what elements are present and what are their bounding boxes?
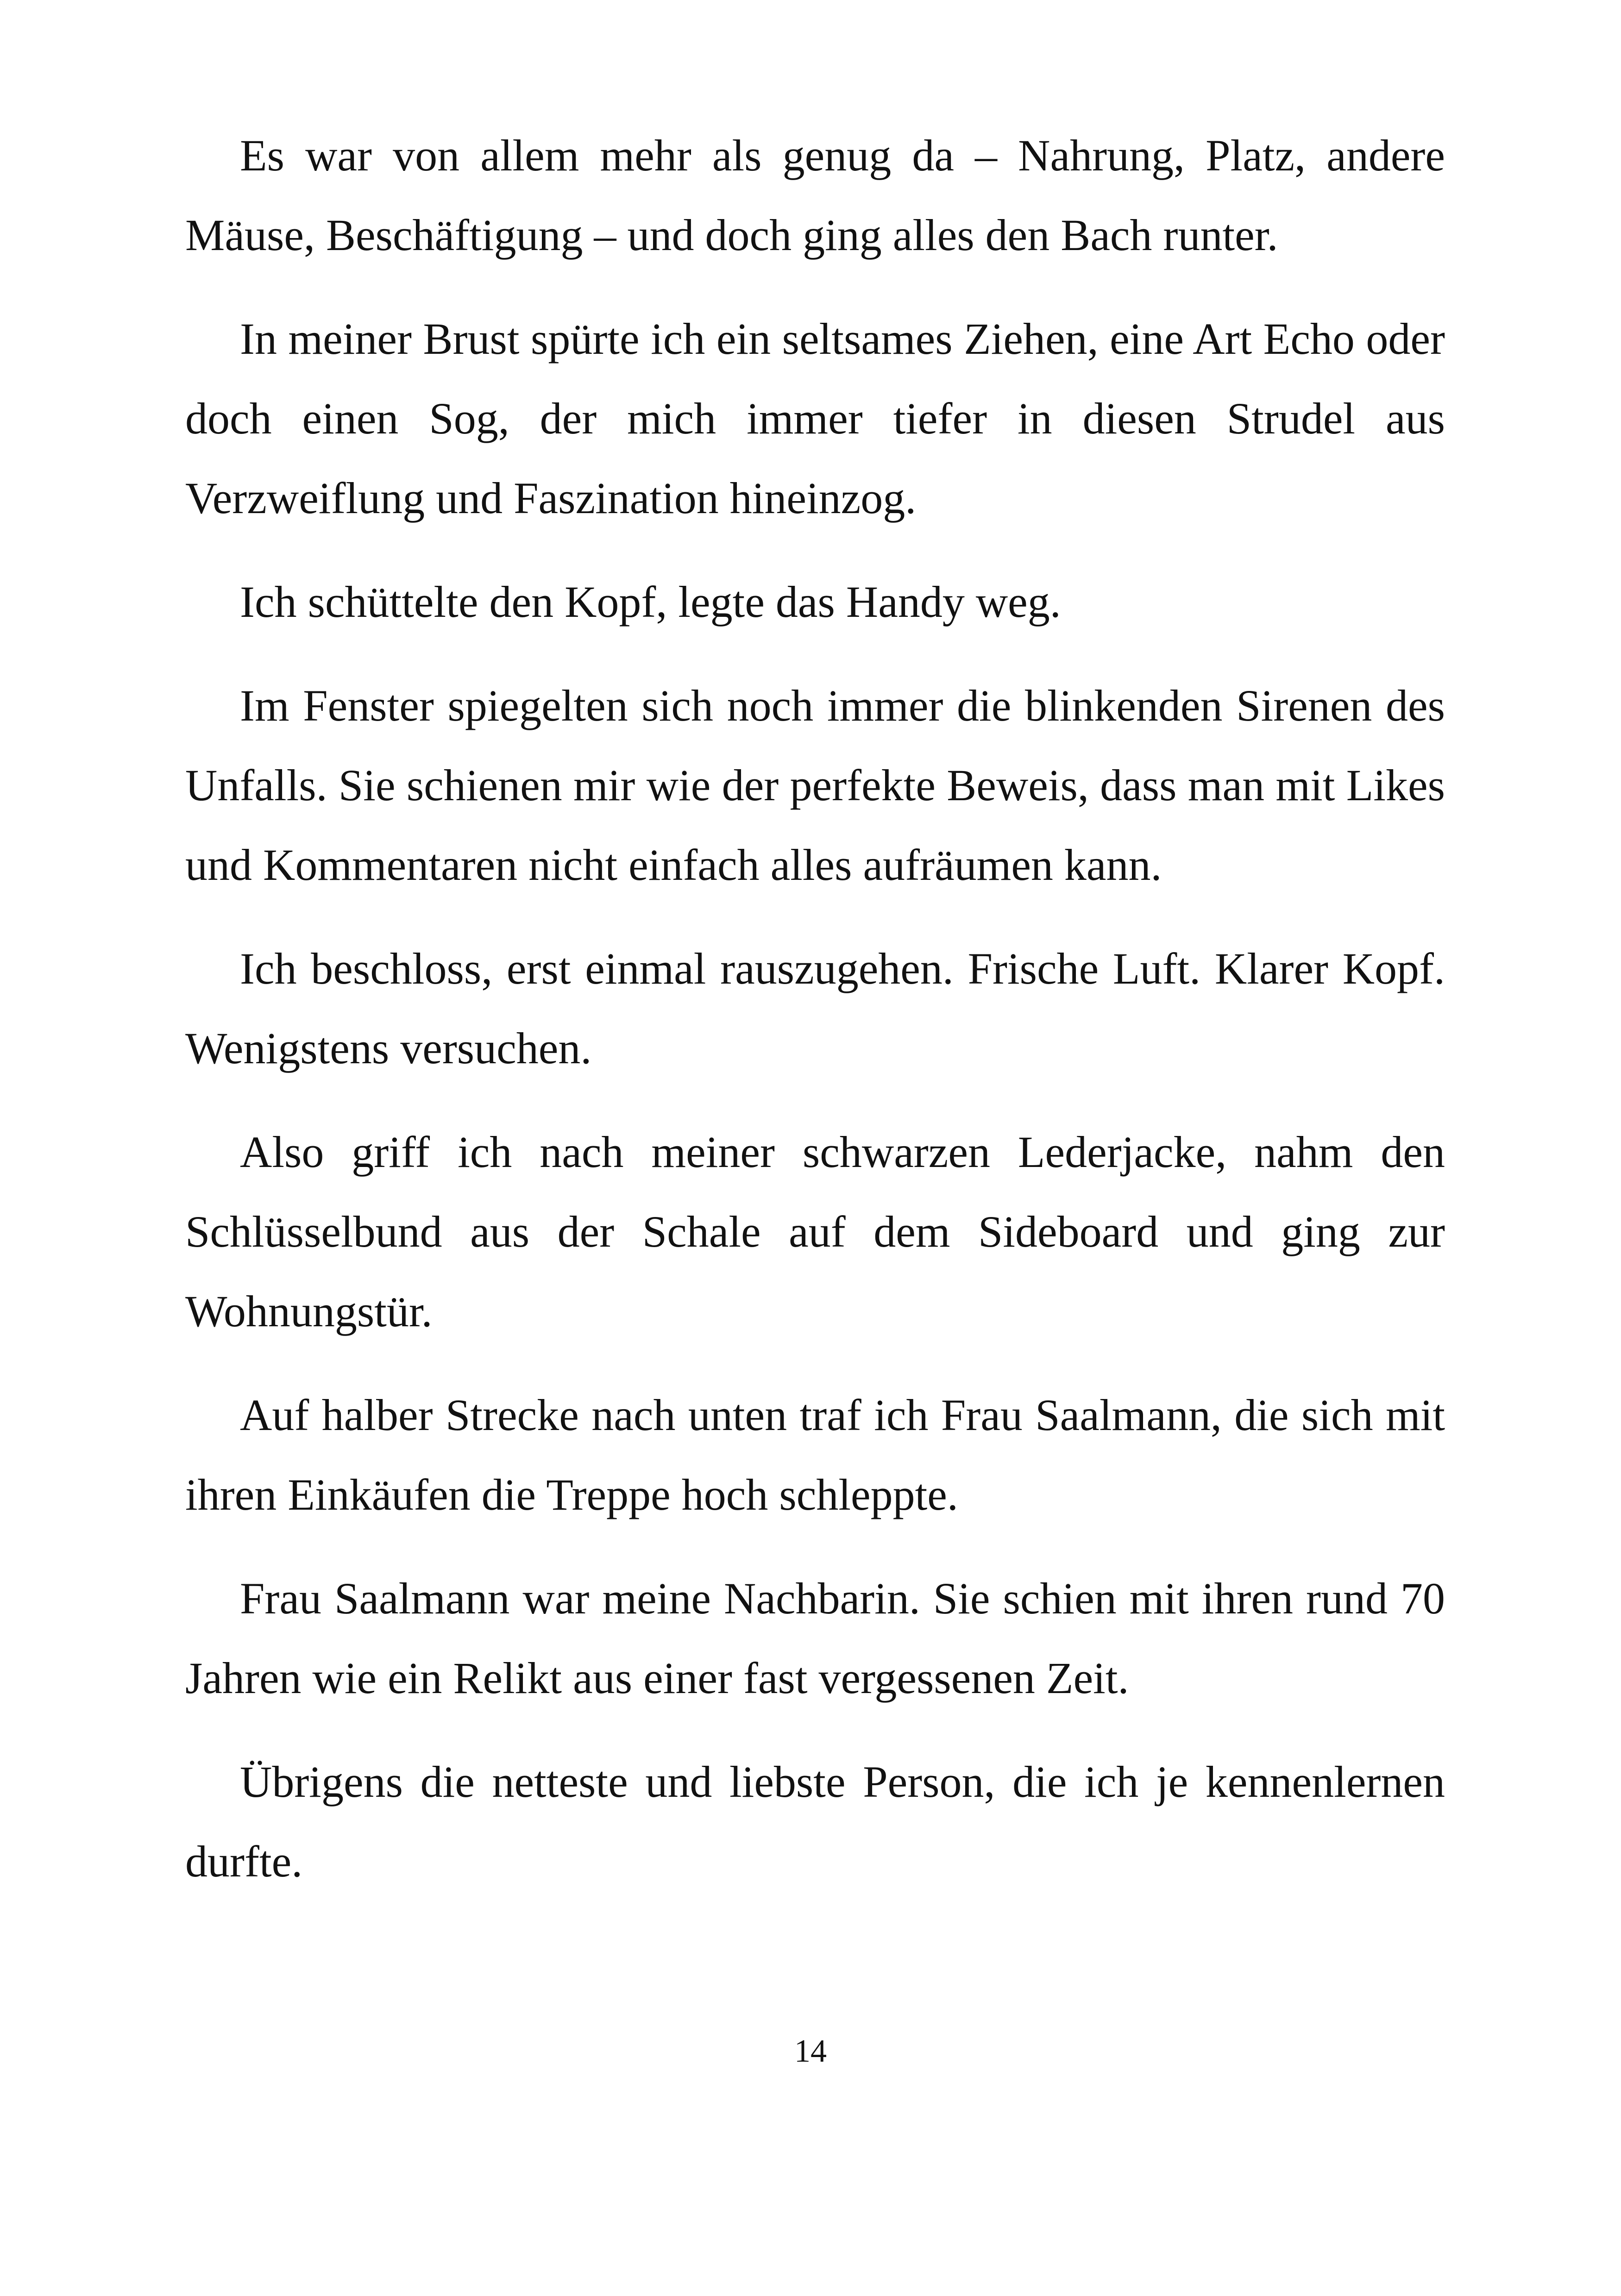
body-text <box>185 116 1445 1926</box>
paragraph: Auf halber Strecke nach unten traf ich Frau Saalmann, die sich mit ihren Einkäufen die Treppe hoch schleppte. <box>185 1390 1445 1519</box>
paragraph: In meiner Brust spürte ich ein seltsames Ziehen, eine Art Echo oder doch einen Sog, der mich immer tiefer in diesen Strudel aus Verzweiflung und Faszination hineinzog. <box>185 314 1445 523</box>
paragraph: Frau Saalmann war meine Nachbarin. Sie schien mit ihren rund 70 Jahren wie ein Relikt aus einer fast vergessenen Zeit. <box>185 1574 1445 1703</box>
paragraph: Es war von allem mehr als genug da – Nahrung, Platz, andere Mäuse, Beschäftigung – und doch ging alles den Bach runter. <box>185 131 1445 260</box>
paragraph: Übrigens die netteste und liebste Person, die ich je kennenlernen durfte. <box>185 1757 1445 1886</box>
paragraph: Ich schüttelte den Kopf, legte das Handy weg. <box>240 577 1061 627</box>
page-number: 14 <box>794 2033 827 2069</box>
paragraph: Im Fenster spiegelten sich noch immer die blinkenden Sirenen des Unfalls. Sie schienen mir wie der perfekte Beweis, dass man mit Likes und Kommentaren nicht einfach alles aufräumen kann. <box>185 681 1445 890</box>
paragraph: Also griff ich nach meiner schwarzen Lederjacke, nahm den Schlüsselbund aus der Schale auf dem Sideboard und ging zur Wohnungstür. <box>185 1127 1445 1336</box>
paragraph: Ich beschloss, erst einmal rauszugehen. Frische Luft. Klarer Kopf. Wenigstens versuchen. <box>185 944 1445 1073</box>
